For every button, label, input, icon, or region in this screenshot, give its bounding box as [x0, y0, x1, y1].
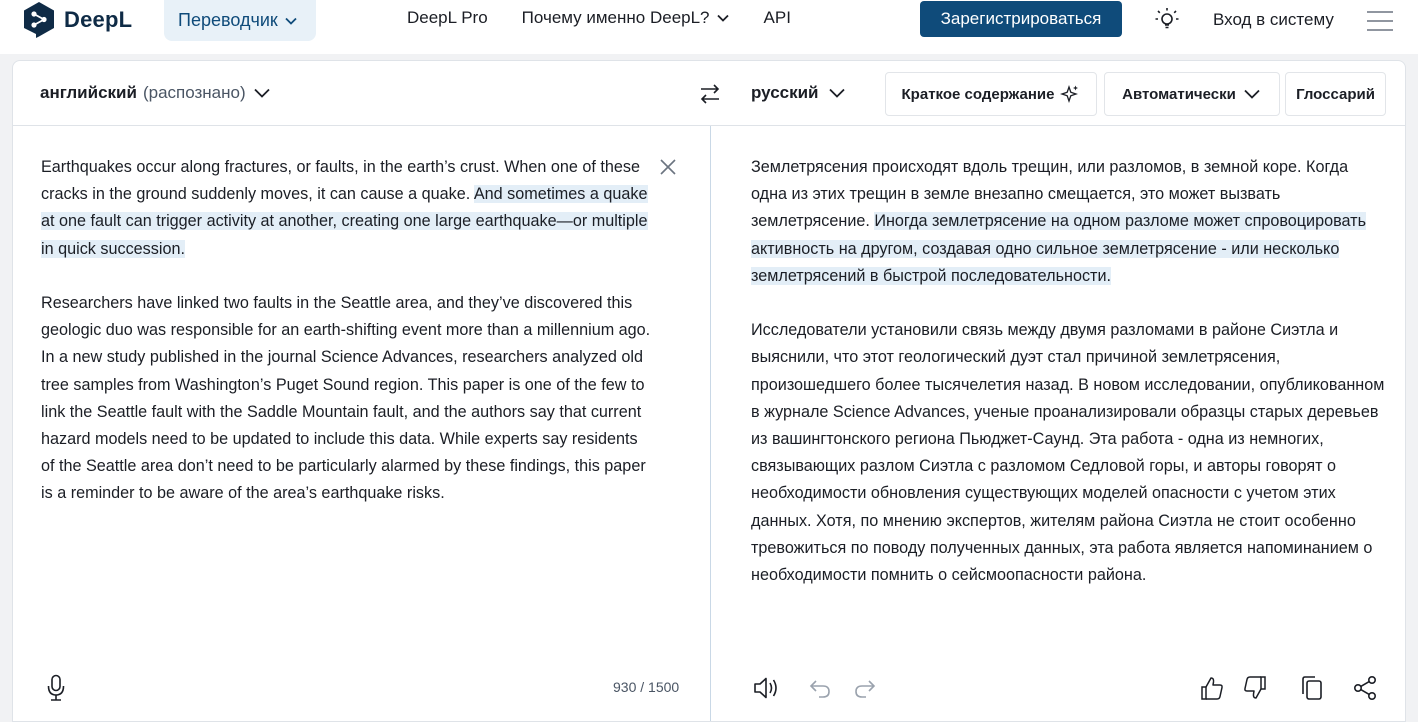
source-language: английский — [40, 83, 137, 102]
translator-label: Переводчик — [178, 10, 278, 30]
summary-label: Краткое содержание — [901, 85, 1055, 103]
speaker-icon[interactable] — [752, 675, 780, 701]
login-link[interactable]: Вход в систему — [1213, 10, 1334, 29]
chevron-down-icon — [1242, 88, 1262, 100]
glossary-button[interactable]: Глоссарий — [1285, 72, 1386, 116]
redo-icon[interactable] — [853, 677, 877, 699]
share-icon[interactable] — [1352, 675, 1378, 701]
source-text-input[interactable] — [41, 154, 651, 535]
top-navigation — [0, 0, 1418, 54]
detected-label: (распознано) — [142, 83, 246, 102]
panel-divider — [710, 126, 711, 722]
nav-deepl-pro[interactable]: DeepL Pro — [407, 8, 488, 27]
highlighted-sentence: Иногда землетрясение на одном разломе может спровоцировать активность на другом, создавая одно сильное землетрясение - или несколько землетрясений в быстрой последовательности. — [751, 212, 1367, 285]
source-paragraph: Earthquakes occur along fractures, or faults, in the earth’s crust. When one of these cracks in the ground suddenly moves, it can cause a quake. And sometimes a quake at one fault can trigger activity at another, creating one large earthquake—or multiple in quick succession. — [41, 158, 648, 258]
target-language-select[interactable] — [751, 83, 847, 103]
deepl-logo-icon — [22, 1, 56, 39]
source-language-select[interactable] — [40, 83, 272, 103]
signup-button[interactable]: Зарегистрироваться — [920, 1, 1122, 37]
target-language: русский — [751, 83, 819, 102]
close-icon[interactable] — [659, 158, 677, 176]
thumbs-up-icon[interactable] — [1200, 675, 1224, 701]
highlighted-sentence: And sometimes a quake at one fault can trigger activity at another, creating one large earthquake—or multiple in quick succession. — [41, 185, 648, 258]
translator-panel — [12, 60, 1406, 722]
sparkle-icon — [1060, 84, 1080, 104]
nav-api[interactable]: API — [763, 8, 791, 27]
formality-label: Автоматически — [1122, 85, 1236, 103]
main-nav — [407, 8, 791, 28]
chevron-down-icon — [284, 16, 298, 26]
target-paragraph: Землетрясения происходят вдоль трещин, или разломов, в земной коре. Когда одна из этих трещин в земле внезапно смещается, это может вызвать землетрясение. Иногда землетрясение на одном разломе может спровоцировать активность на другом, создавая одно сильное землетрясение - или несколько землетрясений в быстрой последовательности. — [751, 158, 1367, 285]
formality-select[interactable] — [1104, 72, 1280, 116]
swap-languages-icon[interactable] — [697, 81, 723, 107]
lightbulb-icon[interactable] — [1154, 6, 1180, 32]
logo[interactable] — [22, 0, 132, 40]
thumbs-down-icon[interactable] — [1243, 675, 1267, 701]
chevron-down-icon — [252, 87, 272, 99]
microphone-icon[interactable] — [46, 674, 66, 702]
summary-button[interactable] — [885, 72, 1097, 116]
source-paragraph: Researchers have linked two faults in the Seattle area, and they’ve discovered this geologic duo was responsible for an earth-shifting event more than a millennium ago. In a new study published in the journal Science Advances, researchers analyzed old tree samples from Washington’s Puget Sound region. This paper is one of the few to link the Seattle fault with the Saddle Mountain fault, and the authors say that current hazard models need to be updated to include this data. While experts say residents of the Seattle area don’t need to be particularly alarmed by these findings, this paper is a reminder to be aware of the area’s earthquake risks. — [41, 294, 651, 503]
undo-icon[interactable] — [808, 677, 832, 699]
target-paragraph: Исследователи установили связь между двумя разломами в районе Сиэтла и выяснили, что этот геологический дуэт стал причиной землетрясения, произошедшего более тысячелетия назад. В новом исследовании, опубликованном в журнале Science Advances, ученые проанализировали образцы старых деревьев из вашингтонского региона Пьюджет-Саунд. Эта работа - одна из немногих, связывающих разлом Сиэтла с разломом Седловой горы, и авторы говорят о необходимости обновления существующих моделей опасности с учетом этих данных. Хотя, по мнению экспертов, жителям района Сиэтла не стоит особенно тревожиться по поводу полученных данных, эта работа является напоминанием о необходимости помнить о сейсмоопасности района. — [751, 321, 1385, 585]
nav-why-deepl[interactable]: Почему именно DeepL? — [522, 8, 730, 28]
logo-text: DeepL — [64, 7, 133, 32]
character-counter: 930 / 1500 — [613, 679, 680, 695]
translator-menu[interactable] — [164, 0, 316, 41]
hamburger-menu-icon[interactable] — [1366, 10, 1394, 32]
chevron-down-icon — [827, 87, 847, 99]
translation-output[interactable] — [751, 154, 1387, 616]
chevron-down-icon — [716, 13, 730, 23]
copy-icon[interactable] — [1301, 675, 1323, 701]
language-bar — [13, 61, 1406, 126]
